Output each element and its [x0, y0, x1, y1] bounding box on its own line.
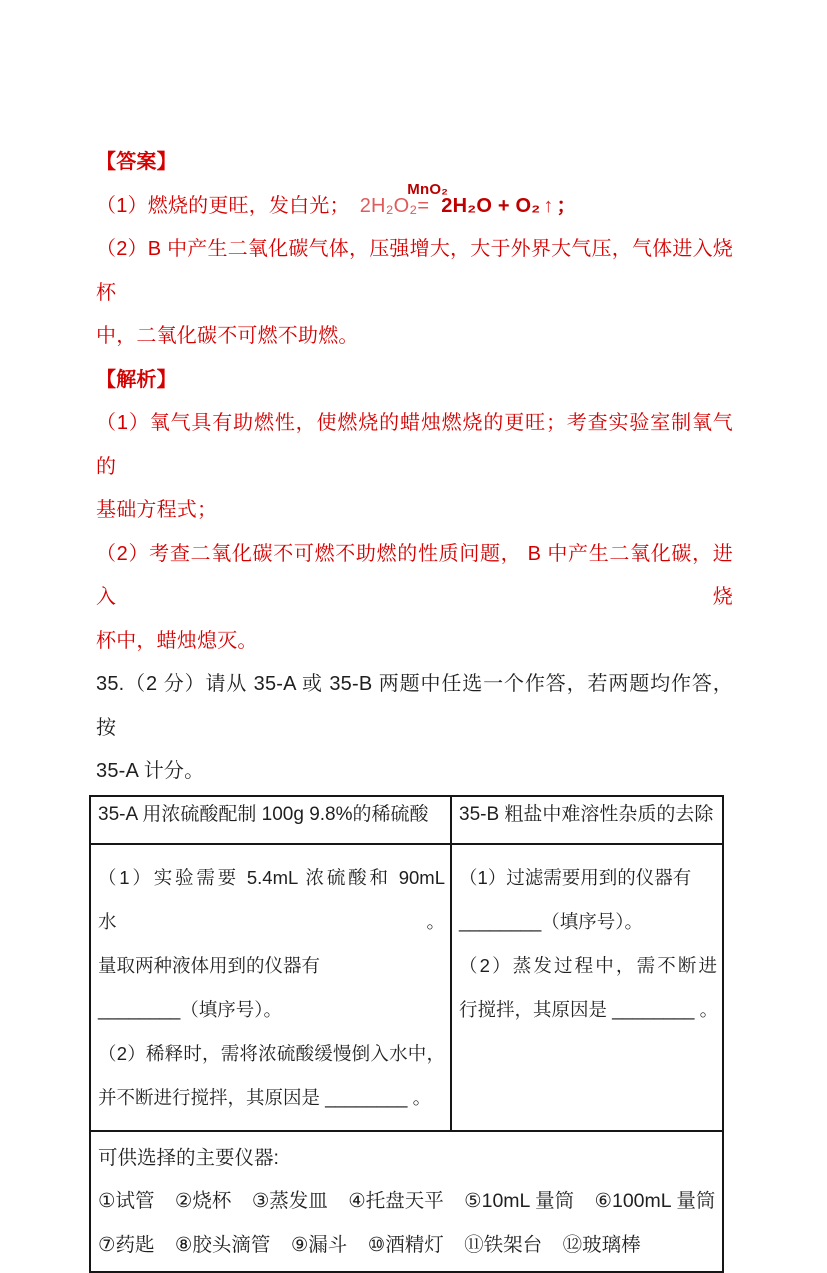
- equipment-list-cell: [90, 1131, 723, 1273]
- chemical-equation: [360, 195, 577, 217]
- table-body-row: [90, 844, 723, 1131]
- equation-products: 2H₂O + O₂: [441, 195, 540, 217]
- equipment-row-2: [98, 1224, 716, 1268]
- cell-35A-q1-blank-line: ________（填序号）。: [98, 988, 448, 1032]
- cell-35B-q2-line2: 行搅拌，其原因是 ________ 。: [459, 988, 720, 1032]
- equipment-item-7: ⑦药匙: [98, 1234, 154, 1256]
- cell-35B-q1-line1: （1）过滤需要用到的仪器有: [459, 856, 720, 900]
- table-header-35A: 35-A 用浓硫酸配制 100g 9.8%的稀硫酸: [90, 796, 451, 844]
- answer-item-1: [96, 185, 733, 229]
- cell-35B-questions: [451, 844, 723, 1131]
- cell-35A-q1-line1: （1）实验需要 5.4mL 浓硫酸和 90mL 水。: [98, 856, 448, 944]
- question-35-intro-line1: 35.（2 分）请从 35-A 或 35-B 两题中任选一个作答，若两题均作答，按: [96, 663, 733, 750]
- equipment-item-10: ⑩酒精灯: [368, 1234, 444, 1256]
- equipment-row-1: [98, 1180, 716, 1224]
- analysis-item-1-line2: 基础方程式；: [96, 489, 733, 533]
- equipment-item-11: ⑪铁架台: [464, 1234, 542, 1256]
- gas-up-arrow-icon: ↑: [540, 195, 556, 217]
- cell-35A-q1-line2: 量取两种液体用到的仪器有: [98, 944, 448, 988]
- equipment-item-1: ①试管: [98, 1190, 154, 1212]
- question-35-table: [89, 795, 724, 1273]
- question-35-intro-line2: 35-A 计分。: [96, 750, 733, 794]
- cell-35B-q2-line1: （2）蒸发过程中，需不断进: [459, 944, 720, 988]
- answer-item-1-text: （1）燃烧的更旺，发白光；: [96, 195, 350, 217]
- equipment-item-5: ⑤10mL 量筒: [464, 1190, 574, 1212]
- cell-35A-q2-line2: 并不断进行搅拌，其原因是 ________ 。: [98, 1076, 448, 1120]
- answer-item-2-line2: 中，二氧化碳不可燃不助燃。: [96, 315, 733, 359]
- equipment-item-9: ⑨漏斗: [291, 1234, 347, 1256]
- analysis-item-2-line2: 杯中，蜡烛熄灭。: [96, 620, 733, 664]
- cell-35A-questions: [90, 844, 451, 1131]
- cell-35A-q2-line1: （2）稀释时，需将浓硫酸缓慢倒入水中，: [98, 1032, 448, 1076]
- equipment-item-4: ④托盘天平: [348, 1190, 443, 1212]
- cell-35B-q1-blank-line: ________（填序号）。: [459, 900, 720, 944]
- answer-item-2-line1: （2）B 中产生二氧化碳气体，压强增大，大于外界大气压，气体进入烧杯: [96, 228, 733, 315]
- equipment-item-3: ③蒸发皿: [252, 1190, 328, 1212]
- equipment-item-12: ⑫玻璃棒: [563, 1234, 641, 1256]
- answer-heading: 【答案】: [96, 141, 733, 185]
- equipment-item-2: ②烧杯: [175, 1190, 231, 1212]
- equipment-title: 可供选择的主要仪器:: [98, 1137, 716, 1181]
- analysis-item-1-line1: （1）氧气具有助燃性，使燃烧的蜡烛燃烧的更旺；考查实验室制氧气的: [96, 402, 733, 489]
- equation-reactants: 2H₂O₂=: [360, 195, 430, 217]
- equipment-item-8: ⑧胶头滴管: [175, 1234, 270, 1256]
- analysis-heading: 【解析】: [96, 359, 733, 403]
- equation-catalyst-label: MnO₂: [407, 182, 448, 197]
- analysis-item-2-line1: （2）考查二氧化碳不可燃不助燃的性质问题， B 中产生二氧化碳，进入烧: [96, 533, 733, 620]
- table-equipment-row: [90, 1131, 723, 1273]
- equation-punctuation: ；: [557, 195, 577, 217]
- equipment-item-6: ⑥100mL 量筒: [595, 1190, 716, 1212]
- table-header-row: [90, 796, 723, 844]
- table-header-35B: 35-B 粗盐中难溶性杂质的去除: [451, 796, 723, 844]
